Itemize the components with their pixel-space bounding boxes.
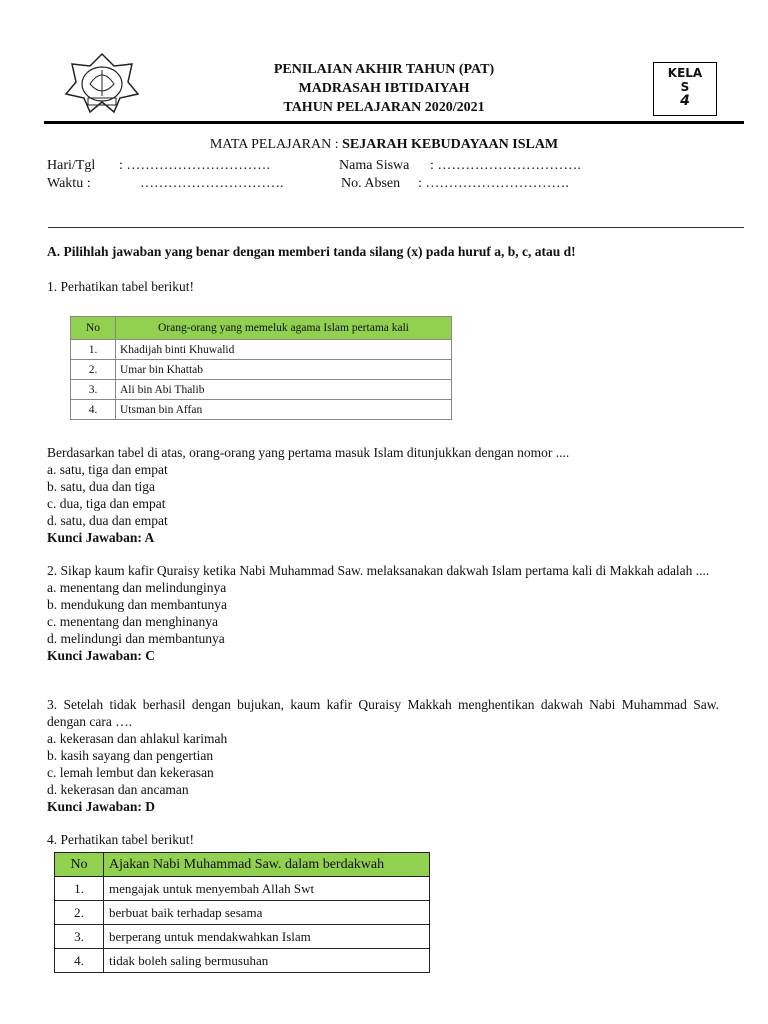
table-cell: berperang untuk mendakwahkan Islam xyxy=(104,925,430,949)
kelas-number: 4 xyxy=(680,93,690,109)
q4-table xyxy=(54,852,430,973)
subject-line xyxy=(0,137,768,153)
table-row xyxy=(71,340,452,360)
table-row xyxy=(55,901,430,925)
table-row xyxy=(55,949,430,973)
absen-label: No. Absen xyxy=(341,176,401,191)
waktu-field[interactable]: …………………………. xyxy=(140,176,284,191)
table-cell: 4. xyxy=(71,400,116,420)
table-header-cell: Ajakan Nabi Muhammad Saw. dalam berdakwah xyxy=(104,853,430,877)
q1-table xyxy=(70,316,452,420)
subject-name: SEJARAH KEBUDAYAAN ISLAM xyxy=(342,137,559,152)
section-a-instruction: A. Pilihlah jawaban yang benar dengan memberi tanda silang (x) pada huruf a, b, c, atau d! xyxy=(47,244,576,259)
table-header-row xyxy=(71,317,452,340)
table-cell: Ali bin Abi Thalib xyxy=(116,380,452,400)
table-cell: Umar bin Khattab xyxy=(116,360,452,380)
hari-label: Hari/Tgl xyxy=(47,158,96,173)
q1-option-b[interactable]: b. satu, dua dan tiga xyxy=(47,479,155,494)
hari-field[interactable]: : …………………………. xyxy=(119,158,270,173)
separator-line xyxy=(48,227,744,228)
table-row xyxy=(71,360,452,380)
table-row xyxy=(71,400,452,420)
kelas-box xyxy=(653,62,717,116)
q2-option-d[interactable]: d. melindungi dan membantunya xyxy=(47,631,225,646)
q3-answer-key: Kunci Jawaban: D xyxy=(47,799,156,814)
table-cell: Khadijah binti Khuwalid xyxy=(116,340,452,360)
q1-option-d[interactable]: d. satu, dua dan empat xyxy=(47,513,168,528)
table-cell: 2. xyxy=(71,360,116,380)
q1-answer-key: Kunci Jawaban: A xyxy=(47,530,155,545)
q1-option-c[interactable]: c. dua, tiga dan empat xyxy=(47,496,166,511)
q2-answer-key: Kunci Jawaban: C xyxy=(47,648,156,663)
table-cell: 3. xyxy=(71,380,116,400)
q3-option-c[interactable]: c. lemah lembut dan kekerasan xyxy=(47,765,214,780)
q2-option-c[interactable]: c. menentang dan menghinanya xyxy=(47,614,218,629)
table-cell: tidak boleh saling bermusuhan xyxy=(104,949,430,973)
absen-field[interactable]: : …………………………. xyxy=(418,176,569,191)
kemenag-logo xyxy=(64,52,140,114)
table-cell: 2. xyxy=(55,901,104,925)
school-name: MADRASAH IBTIDAIYAH xyxy=(298,81,470,96)
table-cell: mengajak untuk menyembah Allah Swt xyxy=(104,877,430,901)
table-header-cell: Orang-orang yang memeluk agama Islam pertama kali xyxy=(116,317,452,340)
nama-field[interactable]: : …………………………. xyxy=(430,158,581,173)
table-cell: 4. xyxy=(55,949,104,973)
q2-option-a[interactable]: a. menentang dan melindunginya xyxy=(47,580,227,595)
table-cell: berbuat baik terhadap sesama xyxy=(104,901,430,925)
q2-option-b[interactable]: b. mendukung dan membantunya xyxy=(47,597,227,612)
table-cell: 1. xyxy=(55,877,104,901)
q3-question: 3. Setelah tidak berhasil dengan bujukan, kaum kafir Quraisy Makkah menghentikan dakwah Nabi Muhammad Saw. dengan cara …. xyxy=(47,697,719,729)
header-rule xyxy=(44,121,744,124)
q2-question: 2. Sikap kaum kafir Quraisy ketika Nabi Muhammad Saw. melaksanakan dakwah Islam pertama kali di Makkah adalah .... xyxy=(47,563,710,578)
q1-question: Berdasarkan tabel di atas, orang-orang yang pertama masuk Islam ditunjukkan dengan nomor .... xyxy=(47,445,570,460)
q1-option-a[interactable]: a. satu, tiga dan empat xyxy=(47,462,168,477)
q3-option-d[interactable]: d. kekerasan dan ancaman xyxy=(47,782,189,797)
table-row xyxy=(55,925,430,949)
q2-block xyxy=(47,562,719,664)
kelas-label-2: S xyxy=(680,80,690,94)
table-header-row xyxy=(55,853,430,877)
q1-block xyxy=(47,444,719,546)
q1-intro: 1. Perhatikan tabel berikut! xyxy=(47,279,194,294)
nama-label: Nama Siswa xyxy=(339,158,410,173)
exam-title: PENILAIAN AKHIR TAHUN (PAT) xyxy=(273,62,495,77)
subject-label: MATA PELAJARAN : xyxy=(209,137,343,152)
table-row xyxy=(71,380,452,400)
waktu-label: Waktu : xyxy=(47,176,91,191)
table-header-cell: No xyxy=(55,853,104,877)
table-cell: 1. xyxy=(71,340,116,360)
table-row xyxy=(55,877,430,901)
q3-block xyxy=(47,696,719,815)
table-header-cell: No xyxy=(71,317,116,340)
q3-option-a[interactable]: a. kekerasan dan ahlakul karimah xyxy=(47,731,228,746)
kelas-label-1: KELA xyxy=(667,66,703,80)
academic-year: TAHUN PELAJARAN 2020/2021 xyxy=(283,100,485,115)
q3-option-b[interactable]: b. kasih sayang dan pengertian xyxy=(47,748,214,763)
table-cell: Utsman bin Affan xyxy=(116,400,452,420)
q4-intro: 4. Perhatikan tabel berikut! xyxy=(47,832,194,847)
table-cell: 3. xyxy=(55,925,104,949)
